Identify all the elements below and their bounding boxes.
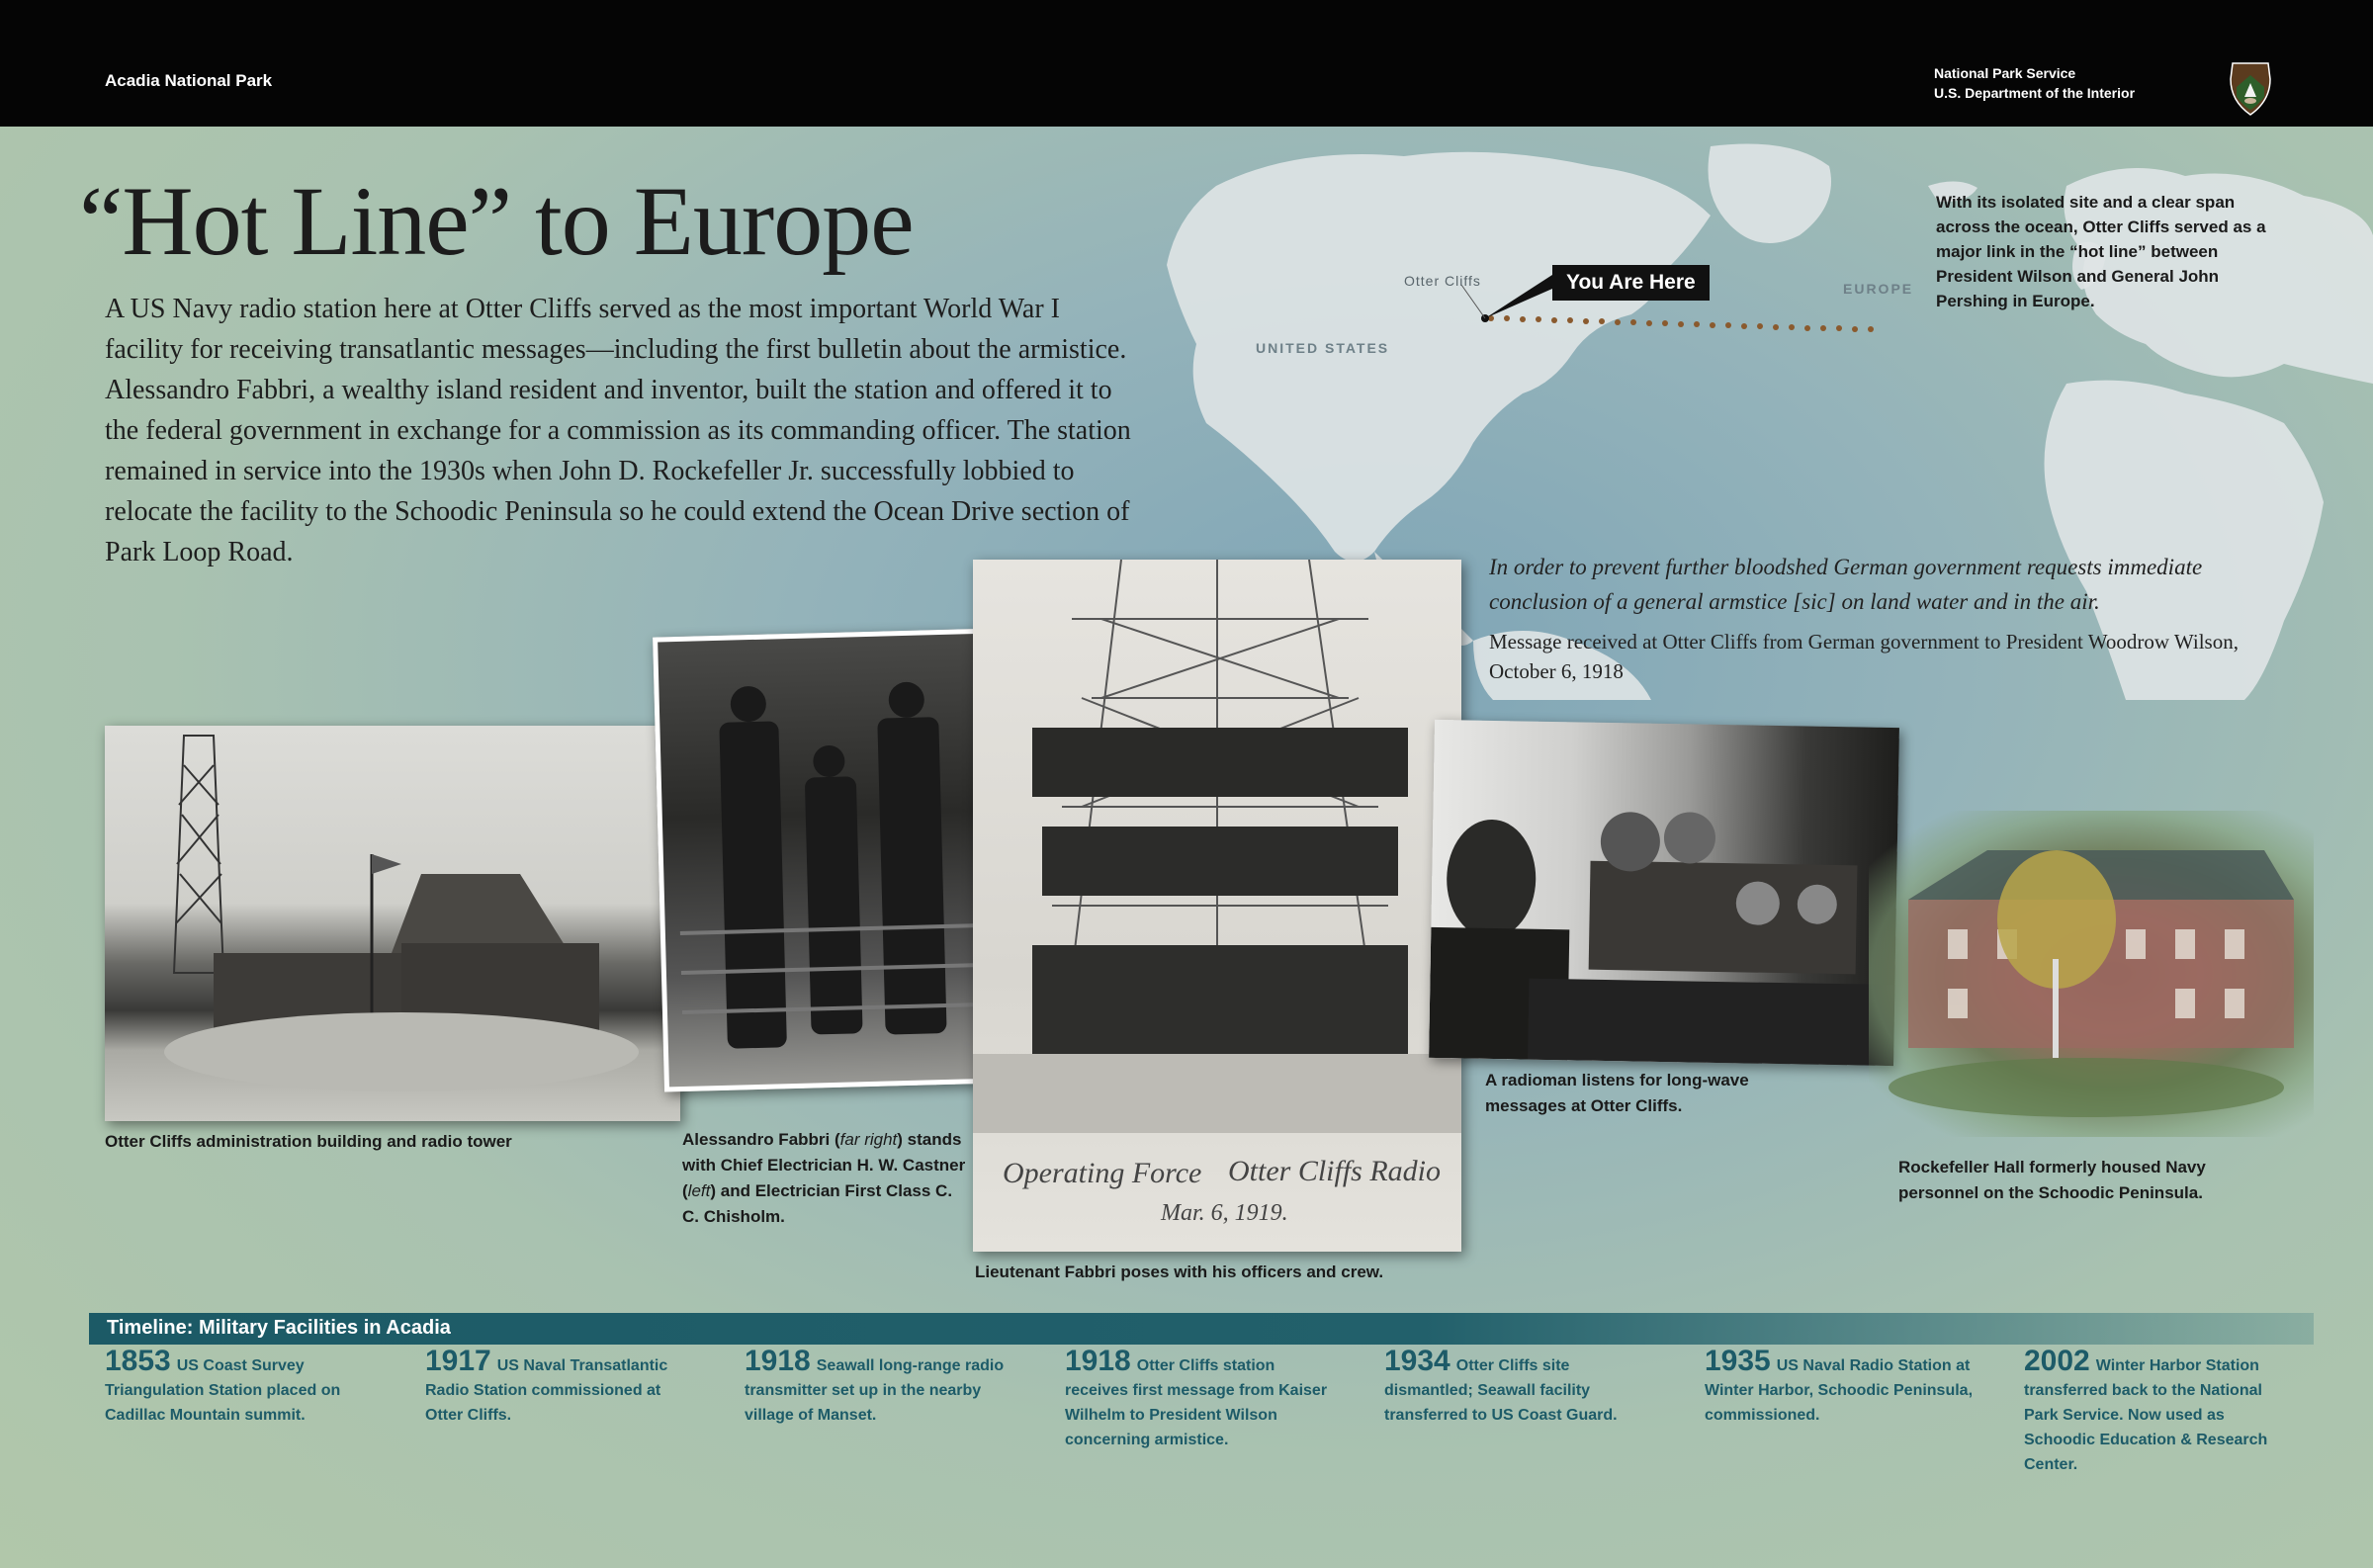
- timeline-year: 1918: [1065, 1345, 1131, 1377]
- timeline-title: Timeline: Military Facilities in Acadia: [107, 1317, 451, 1339]
- crew-inscription-date: Mar. 6, 1919.: [1161, 1200, 1288, 1226]
- timeline-text: Otter Cliffs station receives first message from Kaiser Wilhelm to President Wilson concerning armistice.: [1065, 1357, 1328, 1448]
- agency-line-2: U.S. Department of the Interior: [1934, 85, 2136, 101]
- timeline-text: Otter Cliffs site dismantled; Seawall facility transferred to US Coast Guard.: [1384, 1357, 1618, 1424]
- timeline-text: US Naval Radio Station at Winter Harbor, Schoodic Peninsula, commissioned.: [1705, 1357, 1974, 1424]
- timeline-entry: [2024, 1345, 2291, 1477]
- caption-radioman: A radioman listens for long-wave messages at Otter Cliffs.: [1485, 1071, 1749, 1115]
- timeline-entry: [425, 1345, 702, 1428]
- timeline-year: 1918: [745, 1345, 811, 1377]
- crew-inscription-left: Operating Force: [1003, 1157, 1202, 1189]
- map-label-europe: EUROPE: [1843, 281, 1914, 297]
- timeline-text: Winter Harbor Station transferred back to the National Park Service. Now used as Schoodic Education & Research Center.: [2024, 1357, 2268, 1473]
- photo-admin-building: [105, 726, 680, 1121]
- timeline-entry: [1065, 1345, 1342, 1452]
- quote-source: Message received at Otter Cliffs from German government to President Woodrow Wilson, October 6, 1918: [1489, 630, 2239, 683]
- timeline-text: US Coast Survey Triangulation Station placed on Cadillac Mountain summit.: [105, 1357, 341, 1424]
- armistice-quote: In order to prevent further bloodshed German government requests immediate conclusion of a general armstice [sic] on land water and in the air.: [1489, 555, 2203, 614]
- caption-fabbri: Alessandro Fabbri (far right) stands with Chief Electrician H. W. Castner (left) and Electrician First Class C. C. Chisholm.: [682, 1130, 966, 1226]
- header-bar: [0, 0, 2373, 127]
- caption-admin-building: Otter Cliffs administration building and radio tower: [105, 1132, 512, 1151]
- page-title: “Hot Line” to Europe: [79, 166, 914, 276]
- timeline-text: US Naval Transatlantic Radio Station commissioned at Otter Cliffs.: [425, 1357, 668, 1424]
- timeline-entry: [745, 1345, 1021, 1428]
- park-name: Acadia National Park: [105, 71, 273, 90]
- caption-operating-force: Lieutenant Fabbri poses with his officers and crew.: [975, 1263, 1384, 1281]
- timeline-year: 1917: [425, 1345, 491, 1377]
- timeline-entry: [1384, 1345, 1661, 1428]
- map-label-us: UNITED STATES: [1256, 340, 1390, 356]
- timeline-year: 2002: [2024, 1345, 2090, 1377]
- timeline-bar: [89, 1313, 2314, 1345]
- timeline-text: Seawall long-range radio transmitter set up in the nearby village of Manset.: [745, 1357, 1005, 1424]
- timeline-entry: [105, 1345, 382, 1428]
- nps-arrowhead-icon: [2227, 57, 2274, 117]
- crew-inscription-right: Otter Cliffs Radio: [1228, 1155, 1442, 1187]
- intro-paragraph: A US Navy radio station here at Otter Cliffs served as the most important World War I facility for receiving transatlantic messages—including the first bulletin about the armistice. Alessandro Fabbri, a wealthy island resident and inventor, built the station and offered it to the federal government in exchange for a commission as its commanding officer. The station remained in service into the 1930s when John D. Rockefeller Jr. successfully lobbied to relocate the facility to the Schoodic Peninsula so he could extend the Ocean Drive section of Park Loop Road.: [105, 294, 1131, 567]
- timeline-entry: [1705, 1345, 1981, 1428]
- caption-rockefeller-hall: Rockefeller Hall formerly housed Navy personnel on the Schoodic Peninsula.: [1898, 1158, 2206, 1202]
- map-note: With its isolated site and a clear span across the ocean, Otter Cliffs served as a major link in the “hot line” between President Wilson and General John Pershing in Europe.: [1936, 193, 2266, 310]
- map-label-otter-cliffs: Otter Cliffs: [1404, 273, 1481, 289]
- timeline-year: 1935: [1705, 1345, 1771, 1377]
- agency-line-1: National Park Service: [1934, 65, 2076, 81]
- timeline-year: 1853: [105, 1345, 171, 1377]
- photo-fabbri-officers: [653, 629, 1007, 1092]
- timeline-year: 1934: [1384, 1345, 1450, 1377]
- photo-operating-force: [973, 560, 1461, 1252]
- you-are-here-label: You Are Here: [1552, 265, 1710, 301]
- photo-radioman: [1429, 720, 1899, 1066]
- photo-rockefeller-hall: [1869, 811, 2314, 1137]
